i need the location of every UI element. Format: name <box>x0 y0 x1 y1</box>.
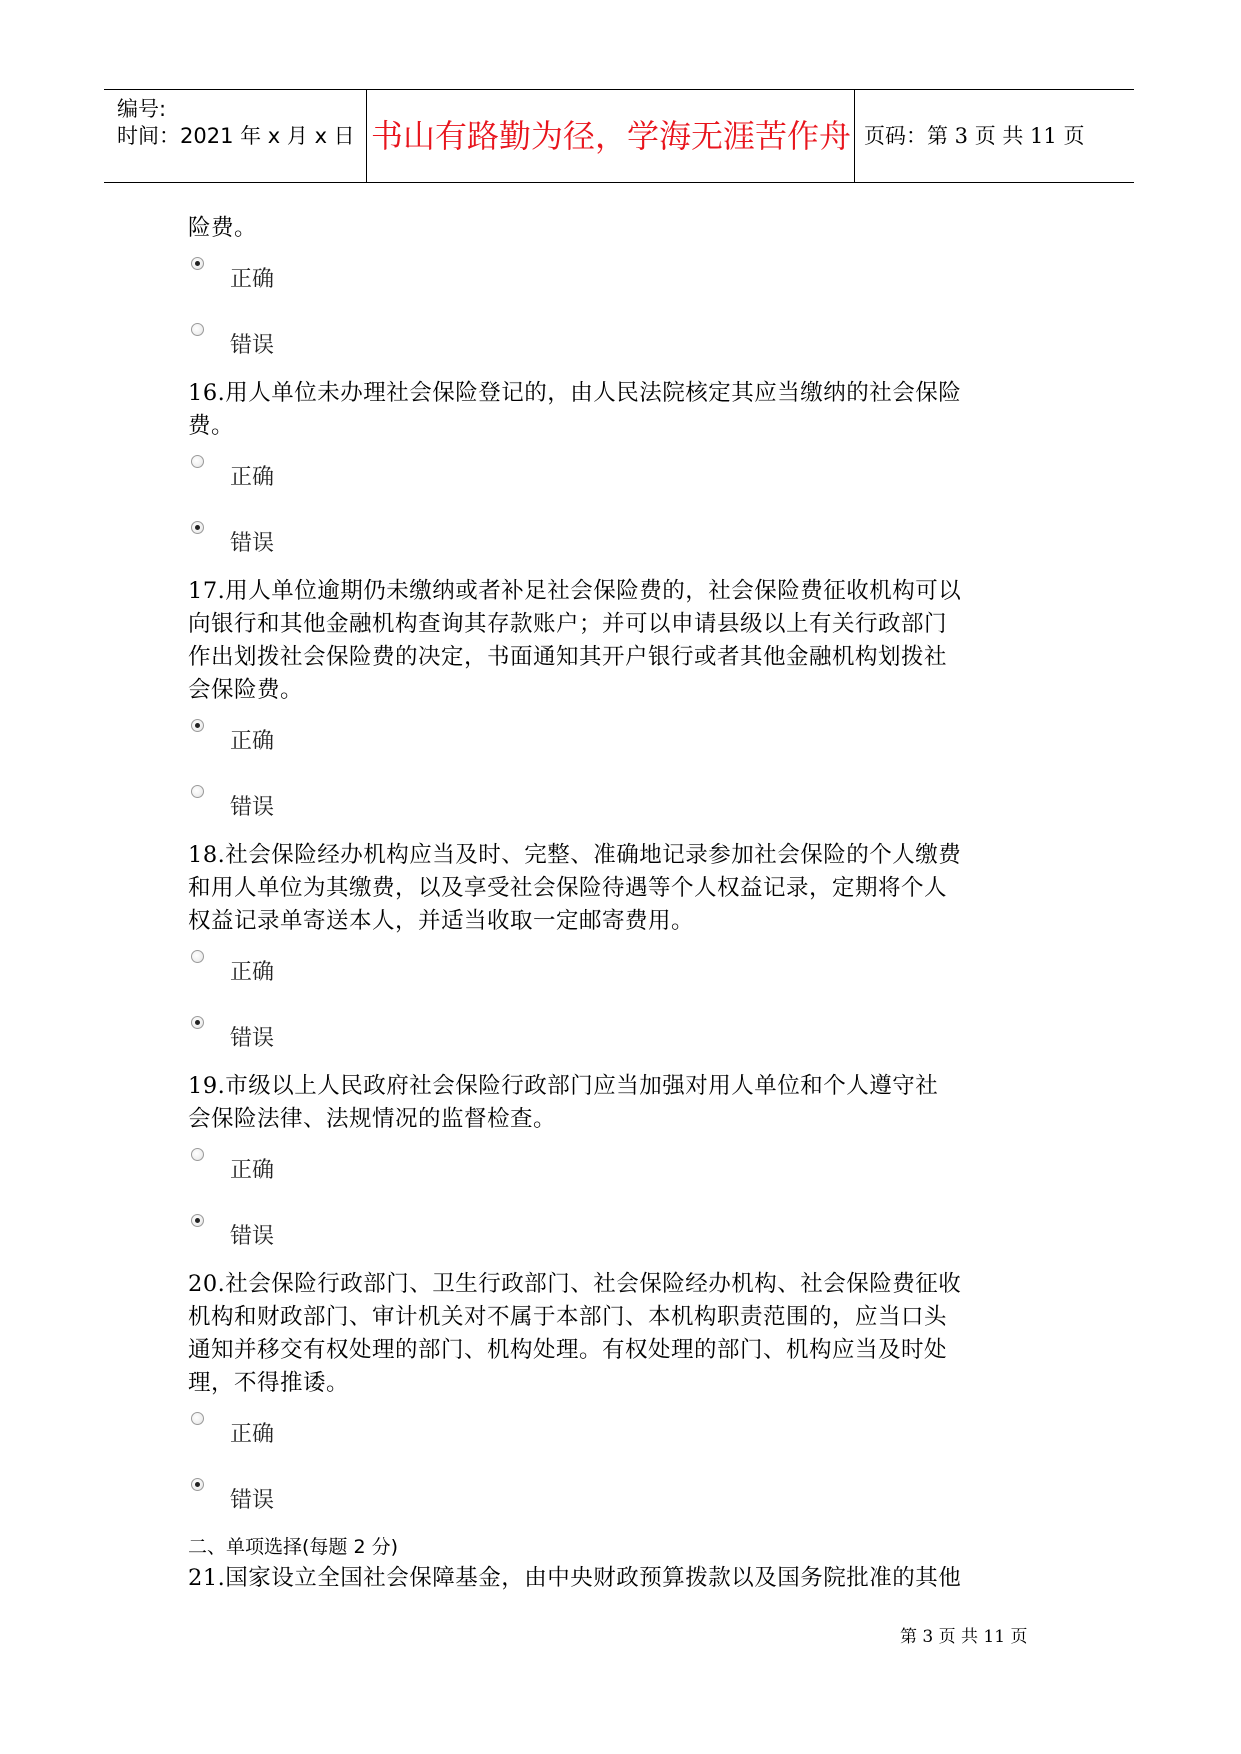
section-title: 二、单项选择(每题 2 分) <box>188 1536 398 1558</box>
radio-button[interactable] <box>191 521 204 534</box>
question-block <box>188 1268 1028 1532</box>
serial-number-label: 编号: <box>117 97 167 121</box>
option-wrong[interactable] <box>188 1466 1028 1532</box>
option-label: 错误 <box>230 333 275 358</box>
question-15-tail: 险费。 <box>188 215 258 241</box>
header-info-cell <box>104 90 367 182</box>
radio-button[interactable] <box>191 1016 204 1029</box>
option-correct[interactable] <box>188 938 1028 1004</box>
option-label: 错误 <box>230 1488 275 1513</box>
question-text-line: 理，不得推诿。 <box>188 1370 350 1396</box>
question-text-line: 和用人单位为其缴费，以及享受社会保险待遇等个人权益记录，定期将个人 <box>188 875 948 901</box>
radio-button[interactable] <box>191 1214 204 1227</box>
page-header <box>104 89 1134 183</box>
radio-button[interactable] <box>191 1148 204 1161</box>
radio-button[interactable] <box>191 719 204 732</box>
question-text-line: 通知并移交有权处理的部门、机构处理。有权处理的部门、机构应当及时处 <box>188 1337 948 1363</box>
radio-button[interactable] <box>191 950 204 963</box>
question-21-first-line: 21.国家设立全国社会保障基金，由中央财政预算拨款以及国务院批准的其他 <box>188 1565 962 1591</box>
radio-button[interactable] <box>191 323 204 336</box>
option-label: 错误 <box>230 795 275 820</box>
option-correct[interactable] <box>188 707 1028 773</box>
option-wrong[interactable] <box>188 311 1028 377</box>
option-wrong[interactable] <box>188 773 1028 839</box>
option-label: 错误 <box>230 1026 275 1051</box>
question-text-line: 会保险法律、法规情况的监督检查。 <box>188 1106 557 1132</box>
question-text-line: 机构和财政部门、审计机关对不属于本部门、本机构职责范围的，应当口头 <box>188 1304 948 1330</box>
option-label: 正确 <box>230 1422 275 1447</box>
radio-button[interactable] <box>191 1412 204 1425</box>
question-text-line: 20.社会保险行政部门、卫生行政部门、社会保险经办机构、社会保险费征收 <box>188 1271 962 1297</box>
question-block <box>188 575 1028 839</box>
option-label: 正确 <box>230 267 275 292</box>
option-wrong[interactable] <box>188 1004 1028 1070</box>
question-text-line: 17.用人单位逾期仍未缴纳或者补足社会保险费的，社会保险费征收机构可以 <box>188 578 962 604</box>
question-text-line: 18.社会保险经办机构应当及时、完整、准确地记录参加社会保险的个人缴费 <box>188 842 962 868</box>
option-label: 错误 <box>230 531 275 556</box>
option-label: 正确 <box>230 960 275 985</box>
radio-button[interactable] <box>191 1478 204 1491</box>
question-text-line: 16.用人单位未办理社会保险登记的，由人民法院核定其应当缴纳的社会保险 <box>188 380 962 406</box>
option-wrong[interactable] <box>188 1202 1028 1268</box>
question-text-line: 向银行和其他金融机构查询其存款账户；并可以申请县级以上有关行政部门 <box>188 611 948 637</box>
question-block <box>188 839 1028 1070</box>
option-label: 正确 <box>230 1158 275 1183</box>
option-correct[interactable] <box>188 245 1028 311</box>
question-block <box>188 1070 1028 1268</box>
question-text-line: 19.市级以上人民政府社会保险行政部门应当加强对用人单位和个人遵守社 <box>188 1073 939 1099</box>
option-label: 错误 <box>230 1224 275 1249</box>
option-label: 正确 <box>230 465 275 490</box>
question-text-line: 权益记录单寄送本人，并适当收取一定邮寄费用。 <box>188 908 695 934</box>
option-label: 正确 <box>230 729 275 754</box>
question-list <box>188 212 1028 1595</box>
header-page-code: 页码：第 3 页 共 11 页 <box>864 124 1085 148</box>
page-footer: 第 3 页 共 11 页 <box>900 1627 1028 1647</box>
radio-button[interactable] <box>191 785 204 798</box>
question-block <box>188 377 1028 575</box>
question-text-line: 作出划拨社会保险费的决定，书面通知其开户银行或者其他金融机构划拨社 <box>188 644 948 670</box>
radio-button[interactable] <box>191 455 204 468</box>
date-label: 时间：2021 年 x 月 x 日 <box>117 124 355 148</box>
radio-button[interactable] <box>191 257 204 270</box>
option-correct[interactable] <box>188 1136 1028 1202</box>
option-correct[interactable] <box>188 1400 1028 1466</box>
header-motto: 书山有路勤为径，学海无涯苦作舟 <box>368 90 855 182</box>
questions-container <box>188 377 1028 1532</box>
question-text-line: 会保险费。 <box>188 677 304 703</box>
question-15-options <box>188 245 1028 377</box>
option-wrong[interactable] <box>188 509 1028 575</box>
question-text-line: 费。 <box>188 413 235 439</box>
option-correct[interactable] <box>188 443 1028 509</box>
